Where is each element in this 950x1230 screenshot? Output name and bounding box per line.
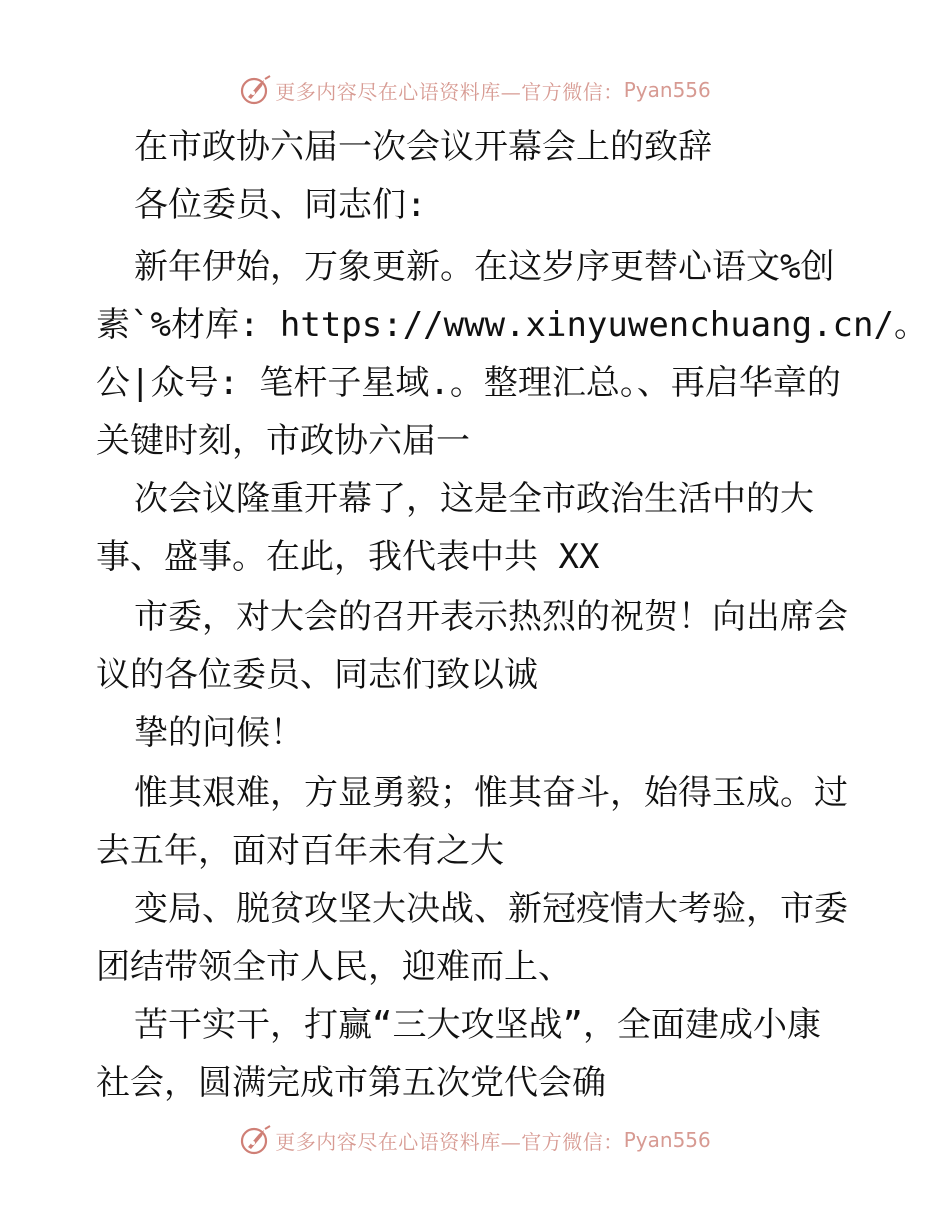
paragraph-line: 素`%材库: https://www.xinyuwenchuang.cn/。 [96,305,928,345]
paragraph-line: 公|众号: 笔杆子星域.。整理汇总。、再启华章的 [96,363,841,403]
paragraph-line: 去五年，面对百年未有之大 [96,831,504,871]
watermark-wechat-id: Pyan556 [623,78,711,102]
paragraph-line: 事、盛事。在此，我代表中共 XX [96,537,600,577]
watermark-text: 更多内容尽在心语资料库—官方微信： [275,1129,624,1154]
pen-nib-circle-icon [239,73,273,107]
paragraph-line: 团结带领全市人民，迎难而上、 [96,947,572,987]
paragraph-line: 惟其艰难，方显勇毅；惟其奋斗，始得玉成。过 [134,773,848,813]
paragraph-line: 苦干实干，打赢“三大攻坚战”，全面建成小康 [134,1005,821,1045]
paragraph-line: 次会议隆重开幕了，这是全市政治生活中的大 [134,479,814,519]
watermark-wechat-id: Pyan556 [623,1128,711,1152]
salutation-line: 各位委员、同志们: [134,185,427,225]
watermark-text: 更多内容尽在心语资料库—官方微信： [275,79,624,104]
paragraph-line: 挚的问候！ [134,713,304,753]
paragraph-line: 议的各位委员、同志们致以诚 [96,655,538,695]
pen-nib-circle-icon [239,1123,273,1157]
paragraph-line: 新年伊始，万象更新。在这岁序更替心语文%创 [134,247,835,287]
paragraph-line: 变局、脱贫攻坚大决战、新冠疫情大考验，市委 [134,889,848,929]
paragraph-line: 社会，圆满完成市第五次党代会确 [96,1063,606,1103]
footer-watermark-banner [0,1120,950,1160]
paragraph-line: 市委，对大会的召开表示热烈的祝贺！向出席会 [134,597,848,637]
document-title: 在市政协六届一次会议开幕会上的致辞 [134,127,712,167]
header-watermark-banner [0,70,950,110]
paragraph-line: 关键时刻，市政协六届一 [96,421,470,461]
